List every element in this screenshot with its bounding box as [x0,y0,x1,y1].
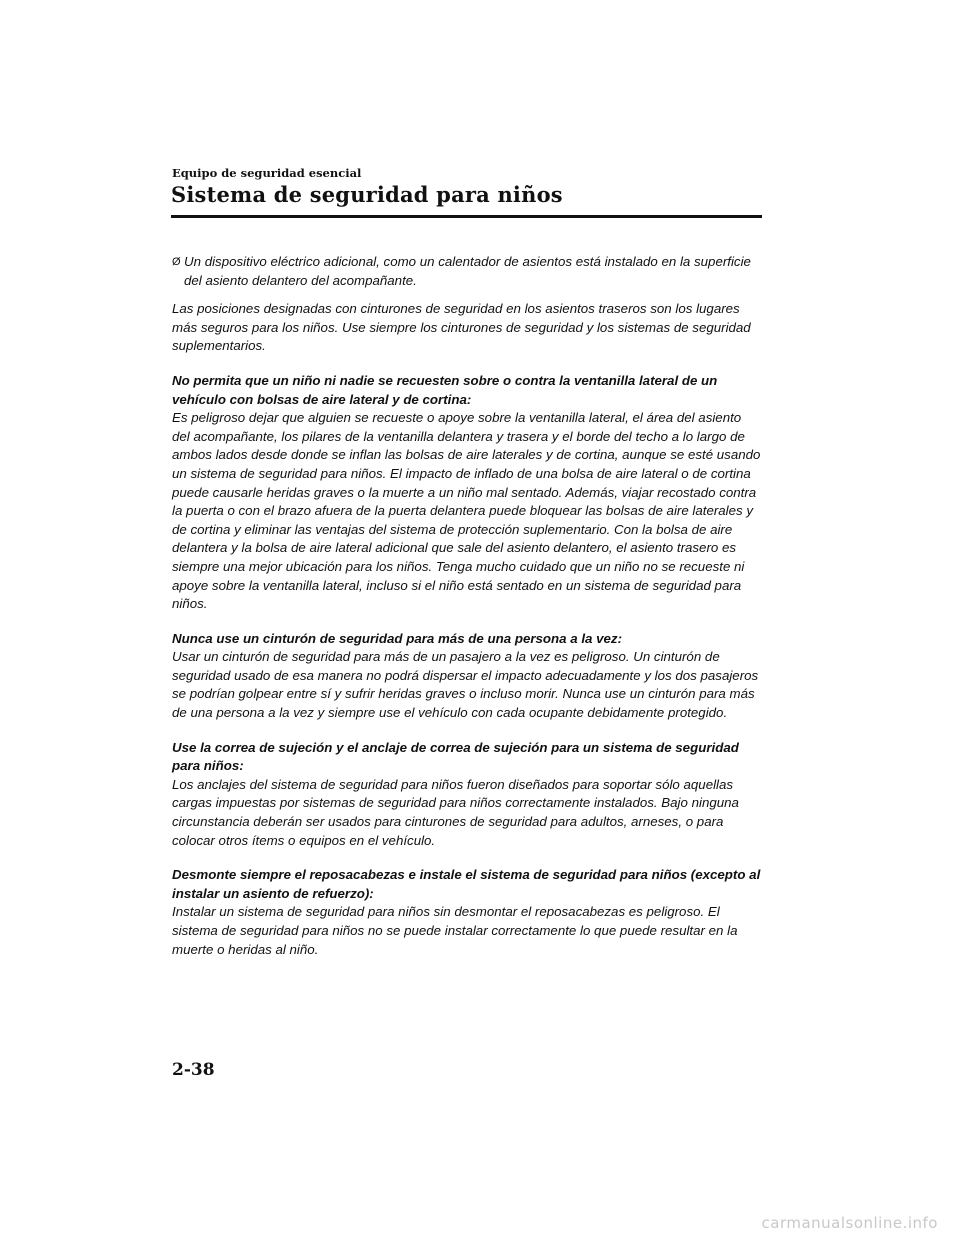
warning-body: Es peligroso dejar que alguien se recueste o apoye sobre la ventanilla lateral, el área del asiento del acompañante, los pilares de la ventanilla delantera y trasera y el borde del techo a lo largo de ambos lados desde donde se inflan las bolsas de aire laterales y de cortina, aunque se esté usando un sistema de seguridad para niños. El impacto de inflado de una bolsa de aire lateral o de cortina puede causarle heridas graves o la muerte a un niño mal sentado. Además, viajar recostado contra la puerta o con el brazo afuera de la puerta delantera puede bloquear las bolsas de aire laterales y de cortina y eliminar las ventajas del sistema de protección suplementario. Con la bolsa de aire delantera y la bolsa de aire lateral adicional que sale del asiento delantero, el asiento trasero es siempre una mejor ubicación para los niños. Tenga mucho cuidado que un niño no se recueste ni apoye sobre la ventanilla lateral, incluso si el niño está sentado en un sistema de seguridad para niños. [172,410,761,612]
warning-heading: Use la correa de sujeción y el anclaje de correa de sujeción para un sistema de seguridad para niños: [172,739,739,774]
warning-block [172,630,762,723]
warning-block [172,739,762,851]
arrow-bullet-icon: Ø [172,256,181,268]
warning-block [172,866,762,959]
watermark: carmanualsonline.info [761,1214,938,1232]
warning-body: Los anclajes del sistema de seguridad para niños fueron diseñados para soportar sólo aquellas cargas impuestas por sistemas de seguridad para niños correctamente instalados. Bajo ninguna circunstancia deberán ser usados para cinturones de seguridad para adultos, arneses, o para colocar otros ítems o equipos en el vehículo. [172,776,739,848]
section-label: Equipo de seguridad esencial [172,166,362,180]
warning-heading: No permita que un niño ni nadie se recuesten sobre o contra la ventanilla lateral de un vehículo con bolsas de aire lateral y de cortina: [172,372,718,407]
title-divider [171,215,762,218]
page-number: 2-38 [172,1060,215,1080]
warning-block [172,372,762,614]
page-title: Sistema de seguridad para niños [171,182,563,207]
bullet-text: Un dispositivo eléctrico adicional, como un calentador de asientos está instalado en la superficie del asiento delantero del acompañante. [184,254,751,288]
warning-body: Instalar un sistema de seguridad para niños sin desmontar el reposacabezas es peligroso. El sistema de seguridad para niños no se puede instalar correctamente lo que puede resultar en la muerte o heridas al niño. [172,904,738,957]
intro-paragraph: Las posiciones designadas con cinturones de seguridad en los asientos traseros son los lugares más seguros para los niños. Use siempre los cinturones de seguridad y los sistemas de seguridad suplementarios. [172,301,751,354]
bullet-item [172,253,762,290]
page-content [172,253,762,975]
warning-body: Usar un cinturón de seguridad para más de un pasajero a la vez es peligroso. Un cinturón de seguridad usado de esa manera no podrá dispersar el impacto adecuadamente y los dos pasajeros se podrían golpear entre sí y sufrir heridas graves o incluso morir. Nunca use un cinturón para más de una persona a la vez y siempre use el vehículo con cada ocupante debidamente protegido. [172,649,759,721]
warning-heading: Desmonte siempre el reposacabezas e instale el sistema de seguridad para niños (excepto al instalar un asiento de refuerzo): [172,867,761,901]
warning-heading: Nunca use un cinturón de seguridad para más de una persona a la vez: [172,630,622,646]
